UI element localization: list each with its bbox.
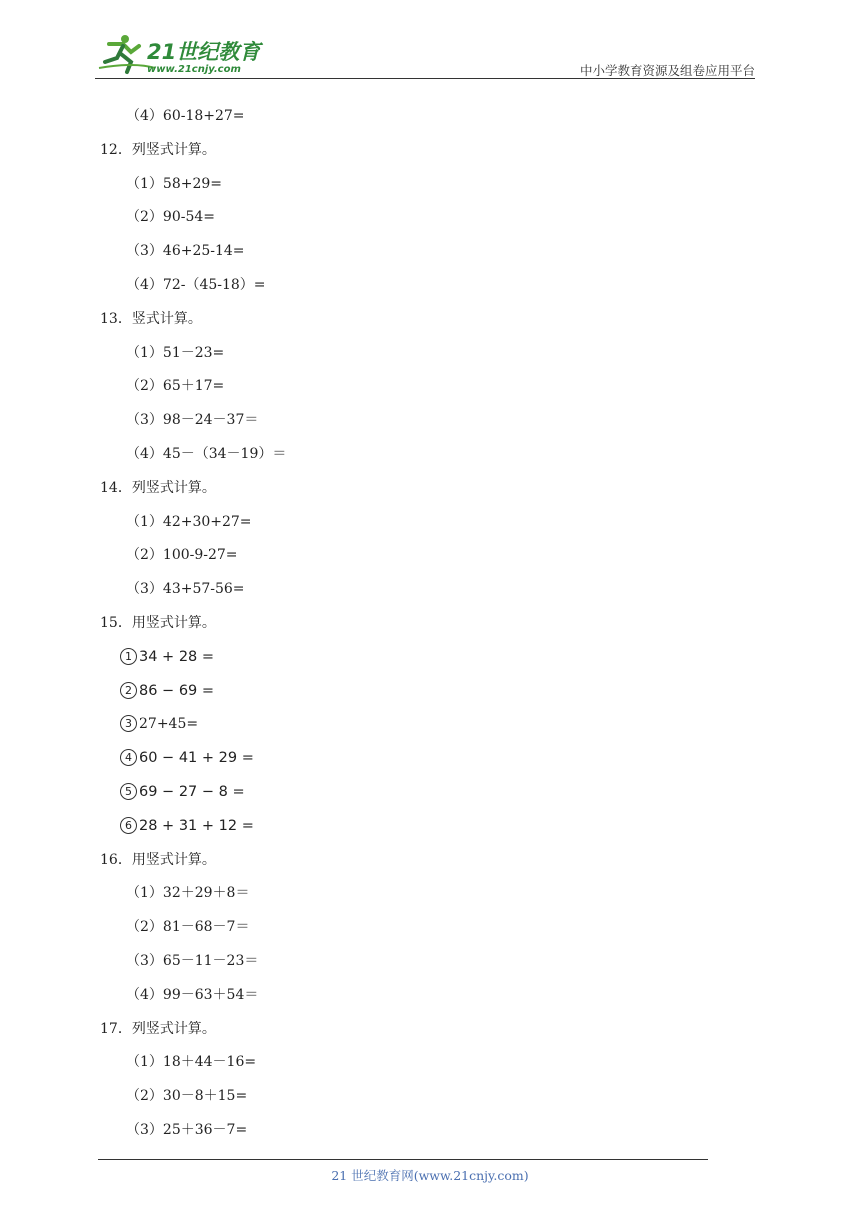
question-title: 16．用竖式计算。: [100, 851, 216, 868]
sub-question: （4）60-18+27=: [126, 108, 245, 124]
sub-question: （2）90-54=: [126, 209, 215, 226]
sub-question: （2）65＋17=: [126, 378, 225, 395]
sub-question: （3）25＋36－7=: [126, 1122, 248, 1138]
logo-url-text: www.21cnjy.com: [147, 64, 241, 75]
expression-text: 28 + 31 + 12 =: [139, 817, 254, 834]
question-title: 14．列竖式计算。: [100, 479, 216, 496]
circled-number: 1: [120, 648, 137, 665]
sub-question: （1）58+29=: [126, 175, 222, 192]
circled-sub-question: [120, 715, 198, 733]
expression-text: 34 + 28 =: [139, 648, 215, 665]
sub-question: （4）99－63＋54＝: [126, 986, 259, 1003]
sub-question: （3）43+57-56=: [126, 581, 245, 598]
question-title: 15．用竖式计算。: [100, 615, 216, 631]
sub-question: （4）72-（45-18）=: [126, 277, 266, 293]
circled-number: 6: [120, 817, 137, 834]
sub-question: （2）81－68－7＝: [126, 919, 250, 936]
expression-text: 60 − 41 + 29 =: [139, 750, 254, 767]
footer-divider: [98, 1159, 708, 1160]
question-title: 12．列竖式计算。: [100, 141, 216, 158]
sub-question: （3）65－11－23＝: [126, 953, 259, 969]
circled-sub-question: [120, 749, 254, 767]
sub-question: （4）45－（34－19）＝: [126, 446, 287, 462]
question-title: 17．列竖式计算。: [100, 1020, 216, 1037]
logo-text: 21世纪教育: [147, 40, 261, 64]
circled-sub-question: [120, 682, 214, 700]
question-title: 13．竖式计算。: [100, 310, 202, 327]
circled-number: 4: [120, 749, 137, 766]
sub-question: （1）32＋29＋8＝: [126, 885, 250, 902]
sub-question: （3）98－24－37＝: [126, 412, 259, 429]
footer-text: 21 世纪教育网(www.21cnjy.com): [331, 1168, 529, 1183]
sub-question: （1）51－23=: [126, 344, 225, 361]
expression-text: 69 − 27 − 8 =: [139, 784, 245, 800]
sub-question: （1）18＋44－16=: [126, 1054, 257, 1071]
header-divider: [95, 78, 755, 79]
sub-question: （1）42+30+27=: [126, 513, 252, 530]
circled-sub-question: [120, 783, 245, 801]
21cnjy-logo-icon: [95, 32, 265, 76]
sub-question: （2）30－8＋15=: [126, 1088, 248, 1105]
page-header: [95, 32, 755, 78]
expression-text: 27+45=: [139, 716, 199, 733]
circled-number: 5: [120, 783, 137, 800]
circled-number: 3: [120, 715, 137, 732]
circled-sub-question: [120, 648, 214, 666]
circled-number: 2: [120, 682, 137, 699]
expression-text: 86 − 69 =: [139, 682, 215, 699]
circled-sub-question: [120, 817, 254, 835]
header-platform-text: 中小学教育资源及组卷应用平台: [579, 63, 755, 78]
sub-question: （2）100-9-27=: [126, 547, 238, 564]
sub-question: （3）46+25-14=: [126, 243, 245, 260]
